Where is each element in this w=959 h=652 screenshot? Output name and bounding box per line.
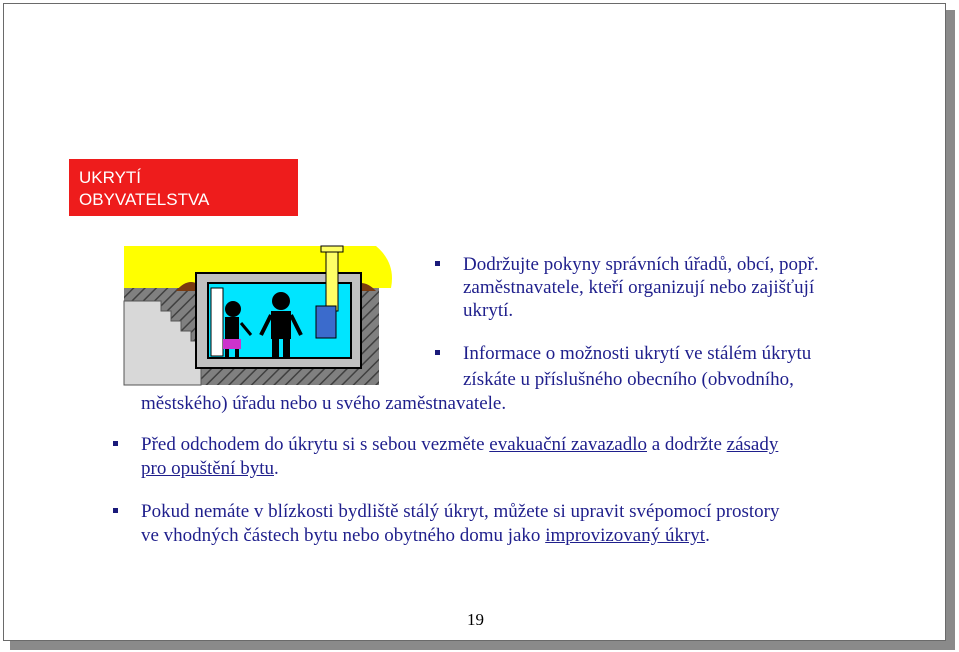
- rules-link[interactable]: zásady: [726, 434, 779, 455]
- bullet-1-line-2: zaměstnavatele, kteří organizují nebo zajišťují: [463, 277, 815, 298]
- improvised-shelter-link[interactable]: improvizovaný úkryt: [545, 525, 706, 546]
- shelter-illustration-icon: [121, 243, 411, 393]
- bullet-1-line-1: Dodržujte pokyny správních úřadů, obcí, popř.: [463, 254, 819, 275]
- slide-shadow-bottom: [10, 640, 955, 650]
- slide-shadow-right: [945, 10, 955, 646]
- bullet-1-line-3: ukrytí.: [463, 300, 514, 321]
- bullet-4-text: ve vhodných částech bytu nebo obytného domu jako: [141, 525, 546, 546]
- bullet-3-line-1: [141, 433, 778, 456]
- bullet-3-line-2: [141, 457, 279, 480]
- bullet-3-text-3: .: [274, 458, 279, 479]
- title-box: [69, 159, 298, 216]
- bullet-marker-2: [435, 350, 440, 355]
- bullet-3-text-2: a dodržte: [646, 434, 727, 455]
- bullet-marker-4: [113, 508, 118, 513]
- title-line-2: OBYVATELSTVA: [79, 190, 210, 209]
- bullet-marker-1: [435, 261, 440, 266]
- bullet-marker-3: [113, 441, 118, 446]
- bullet-2-line-1: Informace o možnosti ukrytí ve stálém úkrytu: [463, 343, 812, 364]
- page-number: 19: [467, 610, 484, 629]
- bullet-4-end: .: [705, 525, 710, 546]
- evacuation-luggage-link[interactable]: evakuační zavazadlo: [489, 434, 647, 455]
- bullet-4-line-2: [141, 524, 710, 547]
- leaving-apartment-link[interactable]: pro opuštění bytu: [141, 458, 274, 479]
- bullet-3-text-1: Před odchodem do úkrytu si s sebou vezměte: [141, 434, 490, 455]
- bullet-2-line-2: získáte u příslušného obecního (obvodního,: [463, 369, 794, 390]
- title-line-1: UKRYTÍ: [79, 168, 142, 187]
- bullet-4-line-1: Pokud nemáte v blízkosti bydliště stálý úkryt, můžete si upravit svépomocí prostory: [141, 501, 780, 522]
- bullet-2-line-3: městského) úřadu nebo u svého zaměstnavatele.: [141, 393, 507, 414]
